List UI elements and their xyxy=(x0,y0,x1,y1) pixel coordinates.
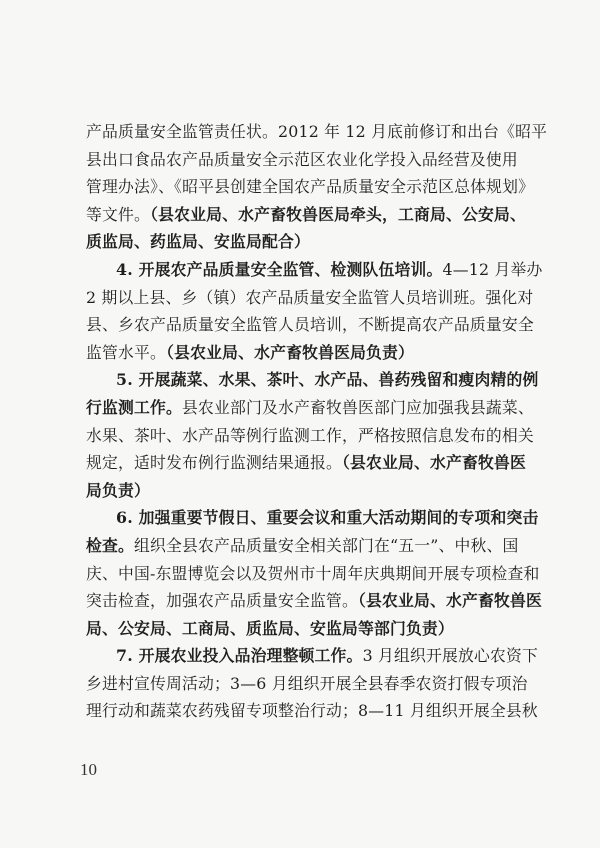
text-line xyxy=(86,339,522,367)
text-line xyxy=(86,201,527,229)
text-line xyxy=(86,449,527,477)
text-line xyxy=(86,615,522,643)
bold-text-segment: （县农业局、水产畜牧兽医局负责） xyxy=(166,342,415,362)
bold-text-segment: （县农业局、水产畜牧兽医局牵头，工商局、公安局、 xyxy=(150,204,527,224)
text-segment: 突击检查，加强农产品质量安全监管。 xyxy=(86,591,358,611)
text-line xyxy=(86,311,534,339)
text-segment: 产品质量安全监管责任状。2012 年 12 月底前修订和出台《昭平 xyxy=(86,122,548,141)
text-segment: 3 月组织开展放心农资下 xyxy=(362,646,539,666)
bold-text-segment: 行监测工作。 xyxy=(86,397,182,417)
text-line xyxy=(86,228,522,256)
text-segment: 规定，适时发布例行监测结果通报。 xyxy=(86,453,342,473)
section-7-heading-line xyxy=(86,642,539,670)
section-6-heading-line xyxy=(86,504,539,532)
body-text xyxy=(86,118,548,725)
bold-text-segment: 质监局、药监局、安监局配合） xyxy=(86,232,310,252)
bold-text-segment: 检查。 xyxy=(86,535,134,555)
bold-text-segment: 6. 加强重要节假日、重要会议和重大活动期间的专项和突击 xyxy=(116,508,539,528)
text-segment: 4—12 月举办 xyxy=(442,259,543,279)
bold-text-segment: （县农业局、水产畜牧兽医 xyxy=(341,453,527,473)
bold-text-segment: （县农业局、水产畜牧兽医 xyxy=(357,591,543,611)
text-line xyxy=(86,394,534,422)
text-segment: 县、乡农产品质量安全监管人员培训，不断提高农产品质量安全 xyxy=(86,315,534,335)
bold-text-segment: 局、公安局、工商局、质监局、安监局等部门负责） xyxy=(86,618,454,638)
text-segment: 等文件。 xyxy=(86,204,150,224)
text-line xyxy=(86,284,534,312)
bold-text-segment: 7. 开展农业投入品治理整顿工作。 xyxy=(116,646,363,666)
text-segment: 庆、中国-东盟博览会以及贺州市十周年庆典期间开展专项检查和 xyxy=(86,563,540,583)
text-segment: 理行动和蔬菜农药残留专项整治行动；8—11 月组织开展全县秋 xyxy=(86,701,538,721)
text-line xyxy=(86,173,535,201)
bold-text-segment: 5. 开展蔬菜、水果、茶叶、水产品、兽药残留和瘦肉精的例 xyxy=(116,370,539,390)
text-segment: 水果、茶叶、水产品等例行监测工作，严格按照信息发布的相关 xyxy=(86,425,534,445)
text-line xyxy=(86,422,534,450)
text-segment: 县出口食品农产品质量安全示范区农业化学投入品经营及使用 xyxy=(86,149,518,169)
text-segment: 组织全县农产品质量安全相关部门在“五一”、中秋、国 xyxy=(134,535,519,555)
page-number: 10 xyxy=(80,760,97,779)
text-line xyxy=(86,532,522,560)
bold-text-segment: 局负责） xyxy=(86,480,150,500)
text-line xyxy=(86,670,528,698)
section-5-heading-line xyxy=(86,366,539,394)
bold-text-segment: 4. 开展农产品质量安全监管、检测队伍培训。 xyxy=(116,259,443,279)
text-line xyxy=(86,697,538,725)
text-segment: 乡进村宣传周活动；3—6 月组织开展全县春季农资打假专项治 xyxy=(86,673,528,693)
text-line xyxy=(86,118,548,146)
text-segment: 县农业部门及水产畜牧兽医部门应加强我县蔬菜、 xyxy=(181,397,534,417)
text-segment: 管理办法》、《昭平县创建全国农产品质量安全示范区总体规划》 xyxy=(86,177,535,197)
text-line xyxy=(86,560,540,588)
text-line xyxy=(86,146,522,174)
text-segment: 监管水平。 xyxy=(86,342,166,362)
section-4-heading-line xyxy=(86,256,543,284)
text-line xyxy=(86,587,543,615)
text-segment: 2 期以上县、乡（镇）农产品质量安全监管人员培训班。强化对 xyxy=(86,287,534,307)
text-line xyxy=(86,477,522,505)
